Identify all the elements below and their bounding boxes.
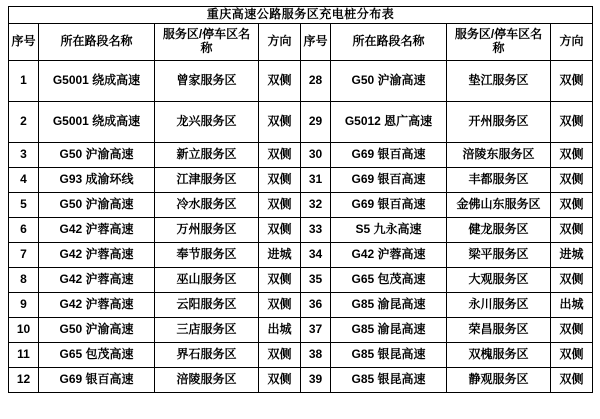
table-row — [9, 367, 593, 392]
cell-direction: 双侧 — [551, 217, 593, 242]
cell-seq: 11 — [9, 342, 39, 367]
column-header-area-left: 服务区/停车区名称 — [155, 23, 259, 60]
cell-area: 垫江服务区 — [447, 60, 551, 101]
cell-seq: 33 — [301, 217, 331, 242]
cell-road: G85 银昆高速 — [331, 367, 447, 392]
cell-road: G50 沪渝高速 — [331, 60, 447, 101]
charging-station-table — [8, 6, 593, 393]
cell-area: 涪陵东服务区 — [447, 142, 551, 167]
cell-seq: 4 — [9, 167, 39, 192]
cell-direction: 双侧 — [551, 101, 593, 142]
cell-road: G50 沪渝高速 — [39, 317, 155, 342]
table-body — [9, 7, 593, 393]
table-title-row — [9, 7, 593, 24]
cell-area: 新立服务区 — [155, 142, 259, 167]
cell-direction: 双侧 — [551, 342, 593, 367]
cell-seq: 3 — [9, 142, 39, 167]
column-header-area-right: 服务区/停车区名称 — [447, 23, 551, 60]
table-row — [9, 242, 593, 267]
cell-area: 丰都服务区 — [447, 167, 551, 192]
page-title: 重庆高速公路服务区充电桩分布表 — [9, 7, 593, 24]
table-row — [9, 267, 593, 292]
cell-direction: 双侧 — [551, 60, 593, 101]
cell-seq: 34 — [301, 242, 331, 267]
cell-area: 三店服务区 — [155, 317, 259, 342]
cell-seq: 39 — [301, 367, 331, 392]
cell-direction: 双侧 — [551, 142, 593, 167]
cell-seq: 6 — [9, 217, 39, 242]
column-header-seq-left: 序号 — [9, 23, 39, 60]
cell-area: 永川服务区 — [447, 292, 551, 317]
column-header-direction-left: 方向 — [259, 23, 301, 60]
cell-road: G42 沪蓉高速 — [39, 242, 155, 267]
cell-seq: 38 — [301, 342, 331, 367]
cell-direction: 双侧 — [551, 192, 593, 217]
table-row — [9, 317, 593, 342]
column-header-road-right: 所在路段名称 — [331, 23, 447, 60]
cell-area: 涪陵服务区 — [155, 367, 259, 392]
cell-area: 冷水服务区 — [155, 192, 259, 217]
cell-road: G5001 绕成高速 — [39, 101, 155, 142]
cell-seq: 9 — [9, 292, 39, 317]
table-header-row — [9, 23, 593, 60]
cell-direction: 出城 — [551, 292, 593, 317]
cell-road: G69 银百高速 — [331, 167, 447, 192]
cell-area: 梁平服务区 — [447, 242, 551, 267]
cell-area: 云阳服务区 — [155, 292, 259, 317]
cell-road: S5 九永高速 — [331, 217, 447, 242]
cell-area: 双槐服务区 — [447, 342, 551, 367]
cell-road: G5012 恩广高速 — [331, 101, 447, 142]
cell-area: 万州服务区 — [155, 217, 259, 242]
cell-seq: 10 — [9, 317, 39, 342]
cell-area: 大观服务区 — [447, 267, 551, 292]
table-row — [9, 167, 593, 192]
cell-road: G42 沪蓉高速 — [39, 292, 155, 317]
table-row — [9, 217, 593, 242]
cell-area: 荣昌服务区 — [447, 317, 551, 342]
cell-area: 健龙服务区 — [447, 217, 551, 242]
table-row — [9, 342, 593, 367]
cell-road: G50 沪渝高速 — [39, 192, 155, 217]
column-header-road-left: 所在路段名称 — [39, 23, 155, 60]
cell-direction: 双侧 — [259, 267, 301, 292]
cell-direction: 双侧 — [259, 192, 301, 217]
cell-seq: 36 — [301, 292, 331, 317]
cell-direction: 出城 — [259, 317, 301, 342]
cell-direction: 双侧 — [551, 167, 593, 192]
cell-direction: 双侧 — [259, 101, 301, 142]
cell-seq: 5 — [9, 192, 39, 217]
cell-area: 静观服务区 — [447, 367, 551, 392]
table-row — [9, 101, 593, 142]
cell-area: 龙兴服务区 — [155, 101, 259, 142]
cell-road: G42 沪蓉高速 — [39, 217, 155, 242]
cell-road: G42 沪蓉高速 — [39, 267, 155, 292]
cell-road: G50 沪渝高速 — [39, 142, 155, 167]
cell-seq: 32 — [301, 192, 331, 217]
cell-area: 开州服务区 — [447, 101, 551, 142]
cell-road: G93 成渝环线 — [39, 167, 155, 192]
column-header-seq-right: 序号 — [301, 23, 331, 60]
cell-seq: 37 — [301, 317, 331, 342]
cell-area: 巫山服务区 — [155, 267, 259, 292]
cell-direction: 双侧 — [259, 217, 301, 242]
cell-road: G85 渝昆高速 — [331, 317, 447, 342]
cell-seq: 1 — [9, 60, 39, 101]
cell-direction: 进城 — [259, 242, 301, 267]
cell-direction: 双侧 — [259, 142, 301, 167]
column-header-direction-right: 方向 — [551, 23, 593, 60]
cell-seq: 28 — [301, 60, 331, 101]
cell-road: G42 沪蓉高速 — [331, 242, 447, 267]
cell-seq: 31 — [301, 167, 331, 192]
cell-direction: 双侧 — [259, 367, 301, 392]
cell-direction: 双侧 — [259, 292, 301, 317]
cell-direction: 进城 — [551, 242, 593, 267]
cell-direction: 双侧 — [551, 317, 593, 342]
cell-direction: 双侧 — [551, 267, 593, 292]
cell-road: G69 银百高速 — [331, 142, 447, 167]
cell-direction: 双侧 — [551, 367, 593, 392]
cell-area: 江津服务区 — [155, 167, 259, 192]
cell-road: G65 包茂高速 — [331, 267, 447, 292]
table-row — [9, 142, 593, 167]
cell-direction: 双侧 — [259, 167, 301, 192]
cell-area: 界石服务区 — [155, 342, 259, 367]
cell-seq: 35 — [301, 267, 331, 292]
cell-area: 金佛山东服务区 — [447, 192, 551, 217]
cell-road: G69 银百高速 — [331, 192, 447, 217]
table-row — [9, 60, 593, 101]
table-row — [9, 192, 593, 217]
cell-seq: 29 — [301, 101, 331, 142]
cell-road: G5001 绕成高速 — [39, 60, 155, 101]
cell-area: 曾家服务区 — [155, 60, 259, 101]
cell-direction: 双侧 — [259, 342, 301, 367]
cell-area: 奉节服务区 — [155, 242, 259, 267]
cell-seq: 8 — [9, 267, 39, 292]
cell-road: G85 渝昆高速 — [331, 292, 447, 317]
cell-road: G65 包茂高速 — [39, 342, 155, 367]
cell-seq: 7 — [9, 242, 39, 267]
cell-seq: 12 — [9, 367, 39, 392]
cell-direction: 双侧 — [259, 60, 301, 101]
cell-seq: 2 — [9, 101, 39, 142]
cell-road: G85 银昆高速 — [331, 342, 447, 367]
table-row — [9, 292, 593, 317]
cell-road: G69 银百高速 — [39, 367, 155, 392]
cell-seq: 30 — [301, 142, 331, 167]
